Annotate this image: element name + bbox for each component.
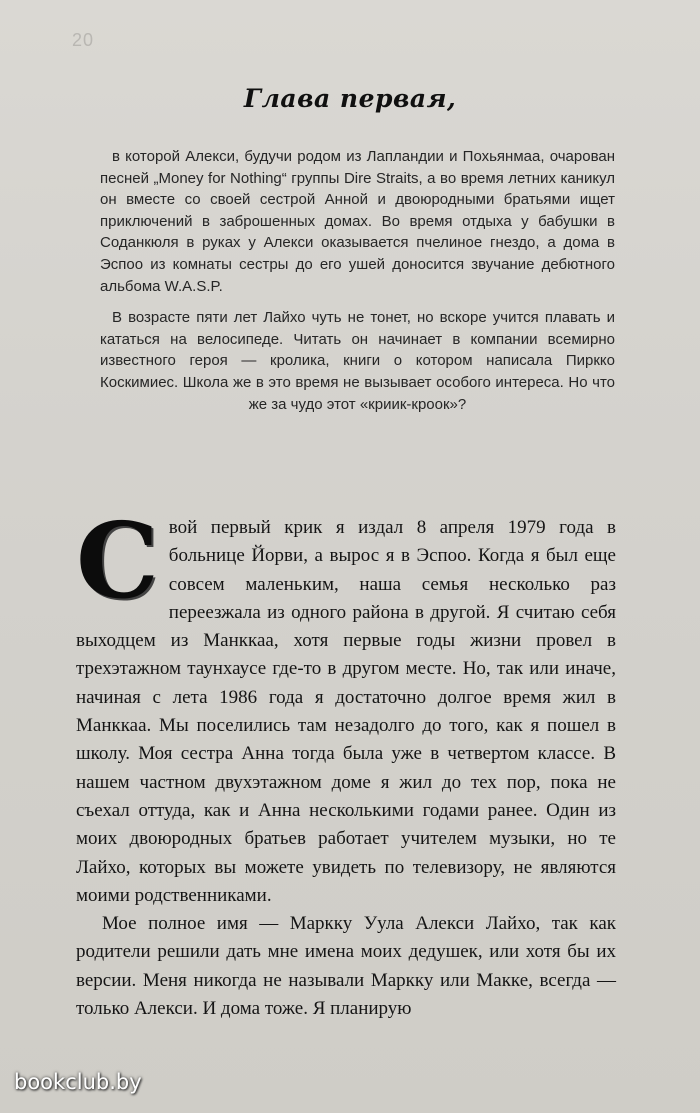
chapter-synopsis <box>100 146 615 425</box>
synopsis-paragraph-1: в которой Алекси, будучи родом из Лапландии и Похьянмаа, очарован песней „Money for Nothing“ группы Dire Straits, а во время летних каникул он вместе со своей сестрой Анной и двоюродными братьями ищет приключений в заброшенных домах. Во время отдыха у бабушки в Соданкюля в руках у Алекси оказывается пчелиное гнездо, а дома в Эспоо из комнаты сестры до его ушей доносится звучание дебютного альбома W.A.S.P. <box>100 148 615 295</box>
main-text <box>76 499 616 1023</box>
body-paragraph-1 <box>76 499 616 910</box>
synopsis-paragraph-2: В возрасте пяти лет Лайхо чуть не тонет, но вскоре учится плавать и кататься на велосипеде. Читать он начинает в компании всемирно известного героя — кролика, книги о котором написала Пиркко Коскимиес. Школа же в это время не вызывает особого интереса. Но что же за чудо этот «криик-кроок»? <box>100 309 615 413</box>
body-paragraph-1-text: вой первый крик я издал 8 апреля 1979 года в больнице Йорви, а вырос я в Эспоо. Когда я был еще совсем маленьким, наша семья несколько раз переезжала из одного района в другой. Я считаю себя выходцем из Манккаа, хотя первые годы жизни провел в трехэтажном таунхаусе где-то в другом месте. Но, так или иначе, начиная с лета 1986 года я достаточно долгое время жил в Манккаа. Мы поселились там незадолго до того, как я пошел в школу. Моя сестра Анна тогда была уже в четвертом классе. В нашем частном двухэтажном доме я жил до тех пор, пока не съехал оттуда, как и Анна несколькими годами ранее. Один из моих двоюродных братьев работает учителем музыки, но те Лайхо, которых вы можете увидеть по телевизору, не являются моими родственниками. <box>76 517 616 906</box>
drop-cap: С <box>76 499 159 622</box>
watermark-logo: bookclub.by <box>14 1070 142 1094</box>
chapter-title: Глава первая, <box>243 84 457 113</box>
page-number: 20 <box>72 30 95 50</box>
body-paragraph-2: Мое полное имя — Маркку Уула Алекси Лайхо, так как родители решили дать мне имена моих дедушек, или хотя бы их версии. Меня никогда не называли Маркку или Макке, всегда — только Алекси. И дома тоже. Я планирую <box>76 913 616 1020</box>
